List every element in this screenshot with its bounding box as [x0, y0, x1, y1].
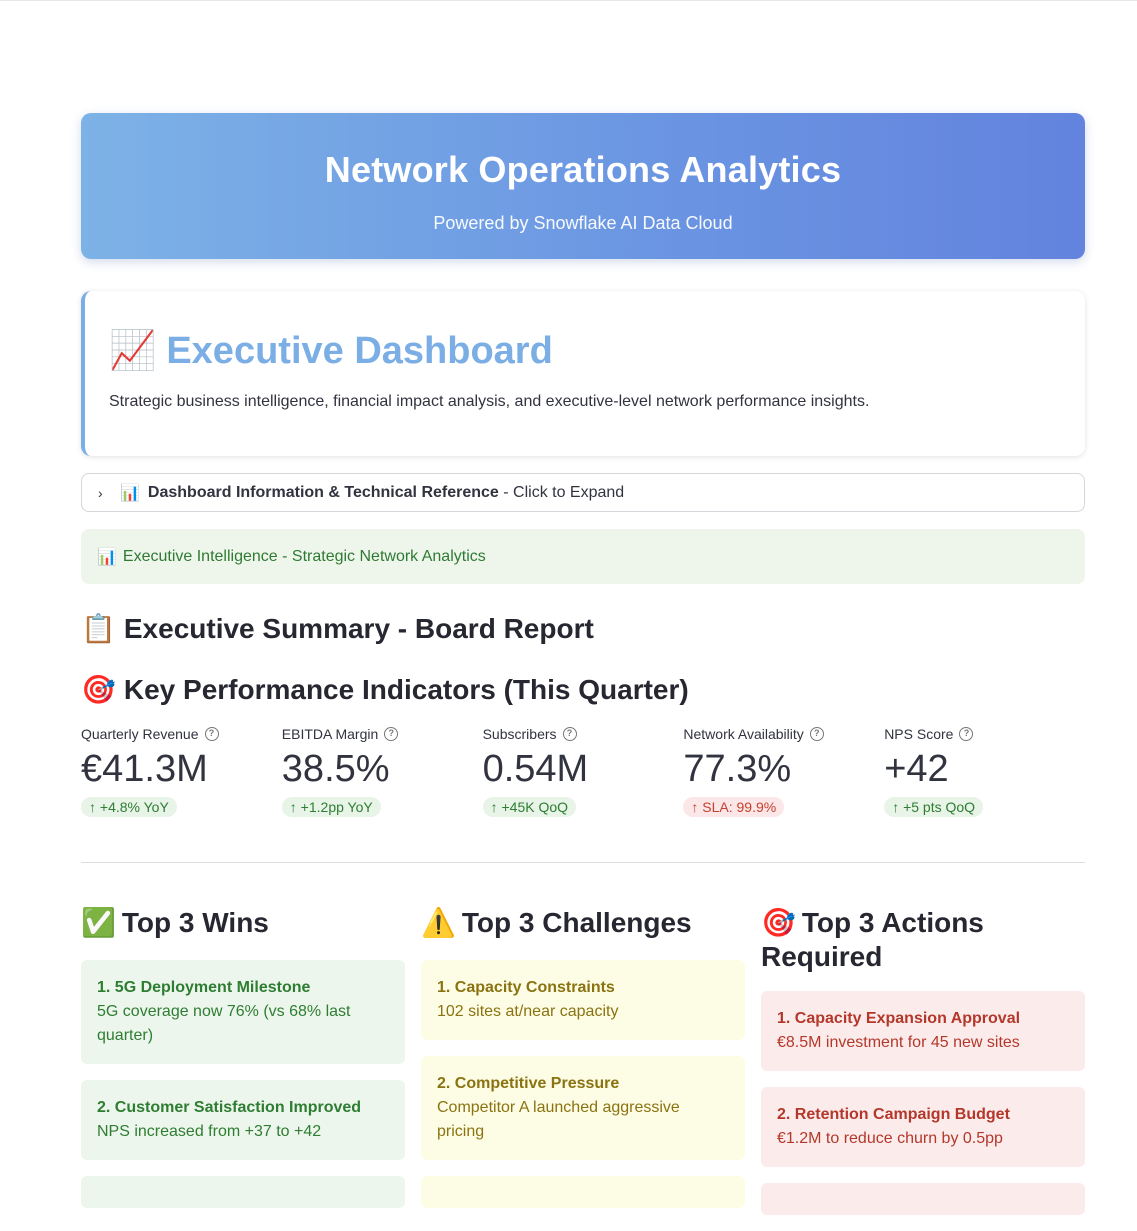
- list-item: [81, 1176, 405, 1208]
- item-text: Competitor A launched aggressive pricing: [437, 1099, 680, 1140]
- help-icon[interactable]: ?: [384, 727, 398, 741]
- top-actions-column: [761, 906, 1085, 1231]
- chevron-right-icon: ›: [98, 484, 103, 501]
- wins-list: [81, 960, 405, 1208]
- list-item: [761, 1183, 1085, 1215]
- item-text: €8.5M investment for 45 new sites: [777, 1034, 1020, 1051]
- list-item: [81, 1080, 405, 1160]
- help-icon[interactable]: ?: [205, 727, 219, 741]
- kpi-title: Key Performance Indicators (This Quarter): [123, 673, 689, 705]
- kpi-label: EBITDA Margin: [281, 726, 379, 742]
- chart-increasing-icon: 📈: [109, 330, 157, 372]
- challenges-list: [421, 960, 745, 1208]
- info-banner-text: Executive Intelligence - Strategic Network Analytics: [122, 547, 486, 565]
- board-report-title: Executive Summary - Board Report: [123, 612, 594, 644]
- top-actions-title: Top 3 Actions Required: [761, 907, 984, 972]
- top-challenges-column: [421, 906, 745, 1231]
- kpi-value: 77.3%: [683, 748, 792, 790]
- kpi-nps-score: [884, 726, 1085, 817]
- top-actions-heading: [761, 906, 1085, 974]
- kpi-delta: ↑ +45K QoQ: [483, 797, 576, 817]
- kpi-label: Quarterly Revenue: [81, 726, 199, 742]
- item-text: NPS increased from +37 to +42: [97, 1123, 322, 1140]
- kpi-heading: [81, 673, 1085, 706]
- list-item: [761, 991, 1085, 1071]
- kpi-row: [81, 726, 1085, 817]
- kpi-delta: ↑ SLA: 99.9%: [683, 797, 784, 817]
- item-text: 5G coverage now 76% (vs 68% last quarter): [97, 1003, 351, 1044]
- help-icon[interactable]: ?: [563, 727, 577, 741]
- summary-columns: [81, 906, 1085, 1231]
- check-mark-icon: ✅: [81, 907, 116, 938]
- bar-chart-icon: 📊: [120, 484, 140, 502]
- dashboard-info-expander[interactable]: [81, 473, 1085, 512]
- list-item: [421, 1176, 745, 1208]
- top-divider: [0, 0, 1137, 1]
- section-divider: [81, 862, 1085, 863]
- kpi-quarterly-revenue: [81, 726, 282, 817]
- executive-dashboard-card: [81, 291, 1085, 456]
- item-title: 1. Capacity Constraints: [437, 979, 615, 996]
- list-item: [421, 1056, 745, 1160]
- top-challenges-heading: [421, 906, 745, 940]
- kpi-delta: ↑ +4.8% YoY: [81, 797, 177, 817]
- help-icon[interactable]: ?: [959, 727, 973, 741]
- item-text: 102 sites at/near capacity: [437, 1003, 619, 1020]
- help-icon[interactable]: ?: [810, 727, 824, 741]
- item-title: 1. 5G Deployment Milestone: [97, 979, 311, 996]
- kpi-network-availability: [683, 726, 884, 817]
- list-item: [761, 1087, 1085, 1167]
- item-title: 1. Capacity Expansion Approval: [777, 1010, 1021, 1027]
- expander-suffix: - Click to Expand: [498, 483, 625, 501]
- item-title: 2. Customer Satisfaction Improved: [97, 1099, 362, 1116]
- kpi-label: Subscribers: [482, 726, 557, 742]
- page-title: [109, 329, 1061, 373]
- top-wins-heading: [81, 906, 405, 940]
- hero-banner: [81, 113, 1085, 259]
- kpi-value: +42: [884, 748, 949, 790]
- expander-label: [148, 484, 624, 502]
- kpi-label: Network Availability: [683, 726, 804, 742]
- target-icon: 🎯: [81, 674, 116, 705]
- app-subtitle: Powered by Snowflake AI Data Cloud: [433, 213, 733, 233]
- page-title-text: Executive Dashboard: [166, 329, 553, 372]
- kpi-ebitda-margin: [282, 726, 483, 817]
- item-title: 2. Retention Campaign Budget: [777, 1106, 1010, 1123]
- top-wins-title: Top 3 Wins: [121, 907, 269, 938]
- actions-list: [761, 991, 1085, 1215]
- clipboard-icon: 📋: [81, 613, 116, 644]
- item-text: €1.2M to reduce churn by 0.5pp: [777, 1130, 1003, 1147]
- top-wins-column: [81, 906, 405, 1231]
- kpi-value: €41.3M: [81, 748, 208, 790]
- kpi-subscribers: [483, 726, 684, 817]
- page-description: Strategic business intelligence, financial impact analysis, and executive-level network performance insights.: [109, 393, 870, 410]
- info-banner: [81, 529, 1085, 584]
- main-content: [81, 113, 1085, 1231]
- warning-icon: ⚠️: [421, 907, 456, 938]
- list-item: [81, 960, 405, 1064]
- app-title: Network Operations Analytics: [324, 149, 842, 190]
- bar-chart-icon: 📊: [97, 548, 117, 566]
- kpi-delta: ↑ +5 pts QoQ: [884, 797, 983, 817]
- kpi-value: 38.5%: [281, 748, 390, 790]
- target-icon: 🎯: [761, 907, 796, 938]
- kpi-delta: ↑ +1.2pp YoY: [282, 797, 381, 817]
- top-challenges-title: Top 3 Challenges: [461, 907, 692, 938]
- kpi-label: NPS Score: [884, 726, 954, 742]
- kpi-value: 0.54M: [482, 748, 589, 790]
- item-title: 2. Competitive Pressure: [437, 1075, 620, 1092]
- board-report-heading: [81, 612, 1085, 645]
- list-item: [421, 960, 745, 1040]
- expander-title: Dashboard Information & Technical Reference: [147, 483, 499, 501]
